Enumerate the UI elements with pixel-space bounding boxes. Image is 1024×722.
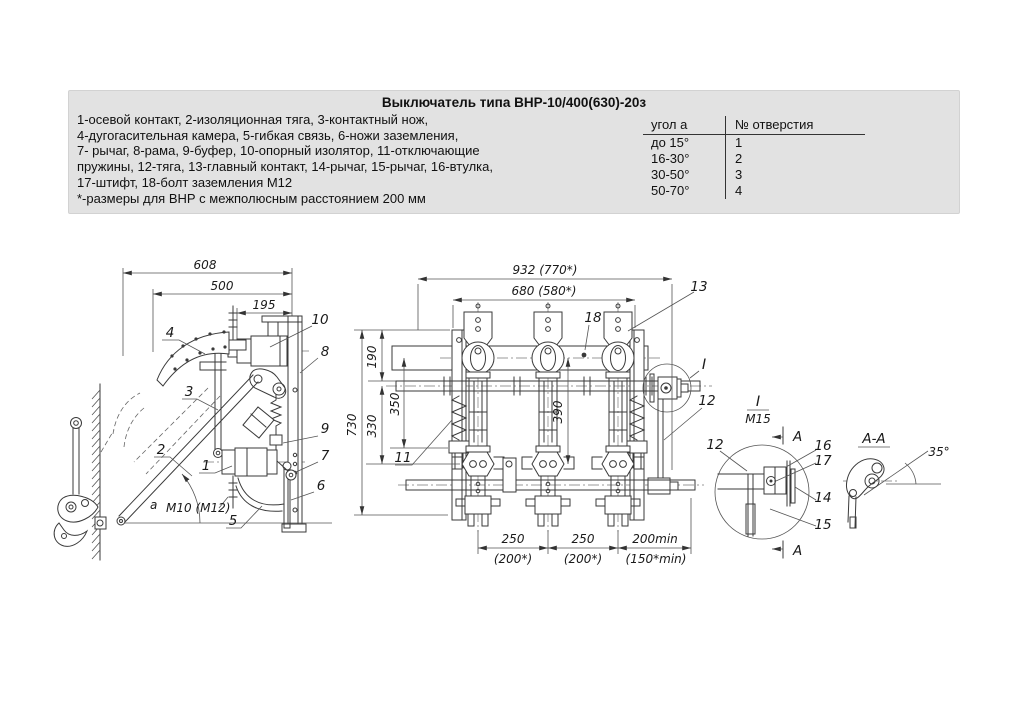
table-row — [643, 183, 865, 199]
part-label-10: 10 — [311, 312, 329, 328]
detail-view — [706, 394, 832, 559]
table-row — [643, 151, 865, 167]
angle-value: 50-70° — [651, 183, 690, 198]
dim-680: 680 (580*) — [511, 284, 577, 298]
part-label-1: 1 — [201, 458, 211, 474]
dim-250-1: 250 — [501, 532, 525, 546]
dim-330: 330 — [365, 414, 379, 438]
part-label-11: 11 — [394, 450, 412, 466]
drawing-title: Выключатель типа ВНР-10/400(630)-20з — [381, 95, 647, 110]
part-label-14: 14 — [814, 490, 832, 506]
section-title: А-А — [862, 431, 886, 447]
dim-608: 608 — [193, 258, 217, 272]
dim-250-2-alt: (200*) — [563, 552, 603, 566]
section-mark-bottom: А — [793, 543, 803, 559]
part-label-2: 2 — [156, 442, 166, 458]
dim-730: 730 — [345, 413, 359, 437]
part-label-3: 3 — [184, 384, 194, 400]
thread-callout: М10 (М12) — [166, 501, 231, 515]
part-label-8: 8 — [320, 344, 330, 360]
part-label-5: 5 — [228, 513, 238, 529]
dim-200min: 200min — [632, 532, 678, 546]
part-label-16: 16 — [814, 438, 832, 454]
angle-value: 30-50° — [651, 167, 690, 182]
part-label-18: 18 — [584, 310, 602, 326]
holes-value: 4 — [725, 183, 865, 199]
part-label-4: 4 — [165, 325, 175, 341]
legend-line-6: *-размеры для ВНР с межполюсным расстоянием 200 мм — [77, 190, 426, 206]
part-label-7: 7 — [320, 448, 330, 464]
side-view — [54, 258, 332, 560]
part-label-12d: 12 — [706, 437, 724, 453]
table-row — [643, 135, 865, 151]
angle-value: до 15° — [651, 135, 690, 150]
dim-200min-alt: (150*min) — [625, 552, 687, 566]
col-header-holes: № отверстия — [725, 116, 865, 134]
part-label-17: 17 — [814, 453, 832, 469]
front-view — [345, 263, 716, 566]
part-label-9: 9 — [320, 421, 330, 437]
section-view — [843, 431, 950, 528]
parts-legend — [77, 112, 493, 206]
dim-390: 390 — [551, 400, 565, 424]
holes-value: 2 — [725, 151, 865, 167]
legend-line-3: 7- рычаг, 8-рама, 9-буфер, 10-опорный изолятор, 11-отключающие — [77, 143, 480, 159]
detail-scale: М15 — [745, 412, 771, 426]
legend-line-4: пружины, 12-тяга, 13-главный контакт, 14-рычаг, 15-рычаг, 16-втулка, — [77, 159, 493, 175]
part-label-6: 6 — [316, 478, 326, 494]
dim-932: 932 (770*) — [512, 263, 578, 277]
holes-value: 1 — [725, 135, 865, 151]
angle-label: а — [150, 498, 158, 512]
holes-value: 3 — [725, 167, 865, 183]
dim-190: 190 — [365, 345, 379, 369]
part-label-13: 13 — [690, 279, 708, 295]
holes-table — [643, 116, 865, 199]
part-label-15: 15 — [814, 517, 832, 533]
legend-line-5: 17-штифт, 18-болт заземления М12 — [77, 174, 293, 190]
detail-title: I — [755, 394, 761, 410]
section-mark-top: А — [793, 429, 803, 445]
dim-195: 195 — [252, 298, 276, 312]
legend-line-1: 1-осевой контакт, 2-изоляционная тяга, 3-контактный нож, — [77, 112, 429, 127]
holes-table-header — [643, 116, 865, 135]
part-label-12: 12 — [698, 393, 716, 409]
legend-line-2: 4-дугогасительная камера, 5-гибкая связь, 6-ножи заземления, — [77, 127, 459, 143]
dim-250-1-alt: (200*) — [493, 552, 533, 566]
detail-ref-label: I — [701, 357, 707, 373]
dim-250-2: 250 — [571, 532, 595, 546]
title-block — [68, 90, 960, 214]
angle-35: 35° — [928, 445, 950, 459]
angle-value: 16-30° — [651, 151, 690, 166]
dim-500: 500 — [210, 279, 234, 293]
dim-350: 350 — [388, 392, 402, 416]
table-row — [643, 167, 865, 183]
col-header-angle: угол а — [651, 117, 688, 132]
